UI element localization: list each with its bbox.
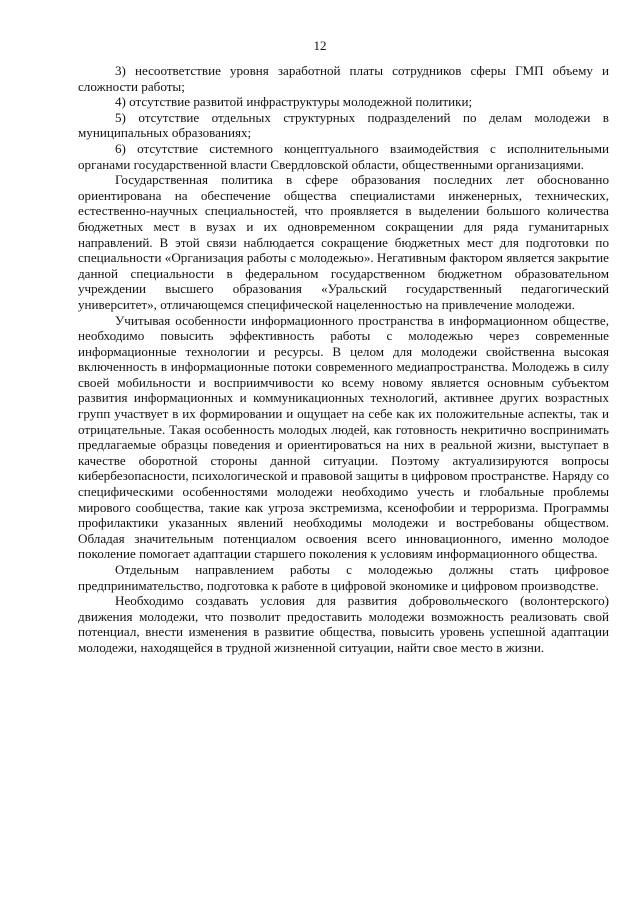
document-body: [78, 63, 609, 656]
paragraph-volunteer-movement: Необходимо создавать условия для развития добровольческого (волонтерского) движения молодежи, что позволит предоставить молодежи возможность реализовать свой потенциал, внести изменения в развитие общества, повысить уровень успешной адаптации молодежи, находящейся в трудной жизненной ситуации, найти свое место в жизни.: [78, 593, 609, 655]
paragraph-information-space: Учитывая особенности информационного пространства в информационном обществе, необходимо повысить эффективность работы с молодежью через современные информационные технологии и ресурсы. В целом для молодежи свойственна высокая включенность в информационные потоки современного медиапространства. Молодежь в силу своей мобильности и восприимчивости ко всему новому является основным субъектом развития информационных и коммуникационных технологий, активнее других возрастных групп участвует в их формировании и ощущает на себе как их положительные аспекты, так и отрицательные. Такая особенность молодых людей, как готовность некритично воспринимать предлагаемые образцы поведения и ориентироваться на них в реальной жизни, выступает в качестве оборотной стороны данной ситуации. Поэтому актуализируются вопросы кибербезопасности, психологической и правовой защиты в цифровом пространстве. Наряду со специфическими особенностями молодежи необходимо учесть и глобальные проблемы мирового сообщества, такие как угроза экстремизма, ксенофобии и терроризма. Программы профилактики указанных явлений необходимы молодежи и востребованы обществом. Обладая значительным потенциалом освоения всего инновационного, именно молодое поколение помогает адаптации старшего поколения к условиям информационного общества.: [78, 312, 609, 562]
paragraph-list-item-6: 6) отсутствие системного концептуального взаимодействия с исполнительными органами государственной власти Свердловской области, общественными организациями.: [78, 140, 609, 172]
paragraph-list-item-5: 5) отсутствие отдельных структурных подразделений по делам молодежи в муниципальных образованиях;: [78, 109, 609, 141]
paragraph-digital-entrepreneurship: Отдельным направлением работы с молодежью должны стать цифровое предпринимательство, подготовка к работе в цифровой экономике и цифровом производстве.: [78, 562, 609, 593]
paragraph-list-item-4: 4) отсутствие развитой инфраструктуры молодежной политики;: [115, 94, 473, 110]
page-number: 12: [313, 38, 327, 53]
paragraph-list-item-3: 3) несоответствие уровня заработной платы сотрудников сферы ГМП объему и сложности работы;: [78, 63, 609, 94]
paragraph-education-policy: Государственная политика в сфере образования последних лет обоснованно ориентирована на обеспечение общества специалистами инженерных, технических, естественно-научных специальностей, что проявляется в выделении большого количества бюджетных мест в вузах и их одновременном сокращении для ряда гуманитарных направлений. В этой связи наблюдается сокращение бюджетных мест для подготовки по специальности «Организация работы с молодежью». Негативным фактором является закрытие данной специальности в федеральном государственном бюджетном образовательном учреждении высшего образования «Уральский государственный педагогический университет», отличающемся специфической нацеленностью на привлечение молодежи.: [78, 172, 609, 312]
